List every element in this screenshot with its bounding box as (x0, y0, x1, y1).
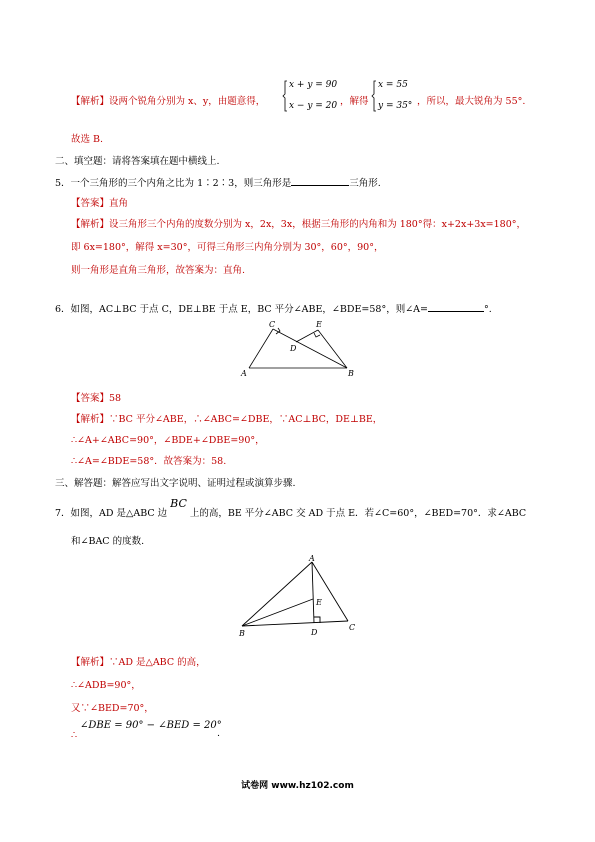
q6-stem: 6．如图，AC⊥BC 于点 C，DE⊥BE 于点 E，BC 平分∠ABE，∠BDE=58°，则∠A= °. (55, 304, 492, 315)
q7-stem-1: 7．如图，AD 是△ABC 边BC上的高，BE 平分∠ABC 交 AD 于点 E．若∠C=60°，∠BED=70°．求∠ABC (55, 497, 527, 519)
q6-analysis-2: ∴∠A+∠ABC=90°，∠BDE+∠DBE=90°， (71, 435, 265, 446)
figure-q6 (238, 318, 358, 380)
segment-ac (249, 329, 273, 368)
q5-stem: 5．一个三角形的三个内角之比为 1∶2∶3，则三角形是 三角形. (55, 178, 381, 189)
label-c: C (349, 623, 356, 632)
segment-ba (242, 562, 312, 626)
segment-ed (296, 330, 318, 342)
equation-1: x + y = 90 (289, 80, 338, 90)
label-e: E (316, 598, 322, 607)
segment-bc (242, 621, 348, 626)
right-angle-mark-e (314, 333, 320, 337)
answer-blank (291, 176, 349, 186)
q4-analysis-text3: ，所以，最大锐角为 55°. (417, 96, 526, 107)
label-e: E (316, 320, 322, 329)
q6-analysis-1: 【解析】∵BC 平分∠ABE，∴∠ABC=∠DBE，∵AC⊥BC，DE⊥BE， (71, 414, 383, 425)
q4-analysis-text2: ，解得 (340, 96, 369, 107)
figure-q7 (236, 553, 366, 639)
q5-analysis-1: 【解析】设三角形三个内角的度数分别为 x，2x，3x，根据三角形的内角和为 180°得：x+2x+3x=180°， (71, 219, 527, 230)
q5-analysis-3: 则一角形是直角三角形，故答案为：直角. (71, 265, 246, 276)
q5-analysis-2: 即 6x=180°，解得 x=30°，可得三角形三内角分别为 30°，60°，90°， (71, 242, 384, 253)
analysis-tag: 【解析】 (71, 96, 110, 107)
label-b: B (348, 369, 354, 378)
q6-answer: 【答案】58 (71, 393, 122, 404)
q7-stem-2: 和∠BAC 的度数. (71, 536, 145, 547)
label-d: D (290, 344, 297, 353)
section-3-heading: 三、解答题：解答应写出文字说明、证明过程或演算步骤. (55, 478, 296, 489)
equation-2: x − y = 20 (289, 101, 338, 111)
q6-analysis-3: ∴∠A=∠BDE=58°．故答案为：58. (71, 456, 227, 467)
segment-eb (318, 330, 347, 368)
q7-analysis-4: ∴ (71, 730, 78, 741)
label-a: A (309, 554, 315, 563)
q7-analysis-4-equation: ∠DBE = 90° − ∠BED = 20° (80, 720, 222, 731)
q7-analysis-4-end: . (217, 728, 221, 739)
label-c: C (269, 320, 276, 329)
label-a: A (241, 369, 247, 378)
q7-analysis-2: ∴∠ADB=90°， (71, 680, 141, 691)
q4-analysis-line (71, 96, 265, 108)
segment-be (242, 599, 313, 626)
q7-analysis-3: 又∵∠BED=70°， (71, 703, 154, 714)
analysis-text: 设两个锐角分别为 x、y，由题意得， (109, 96, 266, 107)
solution-1: x = 55 (378, 80, 408, 90)
q5-answer: 【答案】直角 (71, 198, 129, 209)
section-2-heading: 二、填空题：请将答案填在题中横线上. (55, 156, 220, 167)
q4-choice: 故选 B. (71, 134, 104, 145)
solution-2: y = 35° (378, 101, 413, 111)
q7-analysis-1: 【解析】∵AD 是△ABC 的高， (71, 657, 206, 668)
segment-ac (312, 562, 348, 621)
label-d: D (311, 628, 318, 637)
segment-cb (273, 329, 347, 368)
segment-ad (312, 562, 314, 623)
inline-bc: BC (170, 497, 187, 510)
footer-site: 试卷网 www.hz102.com (241, 781, 354, 791)
answer-blank (428, 302, 484, 312)
label-b: B (239, 629, 245, 638)
